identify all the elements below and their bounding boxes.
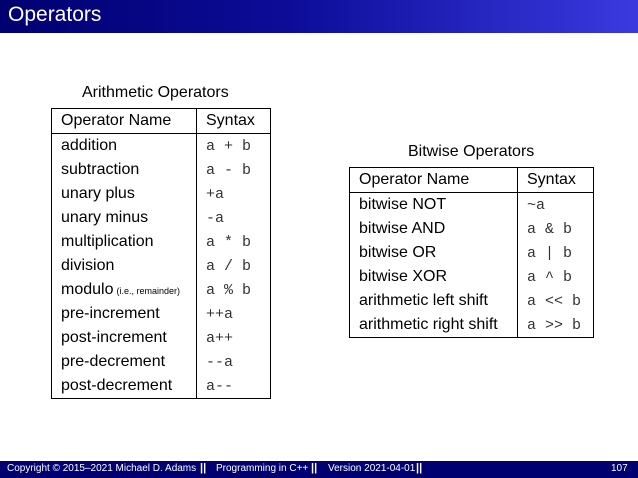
column-header-name: Operator Name xyxy=(52,109,197,134)
slide-header xyxy=(0,0,638,33)
footer-separator: || xyxy=(311,462,318,474)
table-row xyxy=(52,302,271,326)
operator-name: unary plus xyxy=(52,182,197,206)
operator-syntax: a++ xyxy=(206,329,234,347)
table-row xyxy=(52,374,271,399)
operator-name: division xyxy=(52,254,197,278)
operator-syntax: --a xyxy=(206,353,234,371)
table-row xyxy=(52,254,271,278)
operator-syntax: a | b xyxy=(527,244,573,262)
column-header-name: Operator Name xyxy=(350,168,518,193)
table-row xyxy=(350,289,594,313)
footer-course: Programming in C++ xyxy=(216,463,309,474)
footer-version: Version 2021-04-01 xyxy=(328,463,416,474)
operator-syntax: +a xyxy=(206,185,225,203)
footer-separator: || xyxy=(416,462,423,474)
operator-name: bitwise OR xyxy=(350,241,518,265)
table-row xyxy=(52,206,271,230)
slide-title: Operators xyxy=(8,3,102,26)
bitwise-caption: Bitwise Operators xyxy=(408,143,535,160)
table-row xyxy=(350,265,594,289)
table-header-row xyxy=(350,168,594,193)
bitwise-operators-table xyxy=(349,167,594,338)
table-row xyxy=(52,182,271,206)
operator-name: unary minus xyxy=(52,206,197,230)
operator-name: addition xyxy=(52,134,197,159)
operator-name: subtraction xyxy=(52,158,197,182)
operator-name-cell xyxy=(52,278,197,302)
operator-name: multiplication xyxy=(52,230,197,254)
operator-syntax: a ^ b xyxy=(527,268,573,286)
operator-note: (i.e., remainder) xyxy=(116,286,181,296)
operator-syntax: a & b xyxy=(527,220,573,238)
operator-syntax: a * b xyxy=(206,233,252,251)
operator-syntax: a << b xyxy=(527,292,582,310)
column-header-syntax: Syntax xyxy=(518,168,594,193)
table-row xyxy=(52,350,271,374)
footer-separator: || xyxy=(200,462,207,474)
operator-name: post-increment xyxy=(52,326,197,350)
footer-page-number: 107 xyxy=(611,463,628,474)
table-row xyxy=(52,158,271,182)
operator-name: bitwise AND xyxy=(350,217,518,241)
operator-name: modulo xyxy=(61,281,114,298)
operator-syntax: a - b xyxy=(206,161,252,179)
arithmetic-caption: Arithmetic Operators xyxy=(82,84,229,101)
footer-copyright: Copyright © 2015–2021 Michael D. Adams xyxy=(7,463,197,474)
operator-syntax: a / b xyxy=(206,257,252,275)
operator-name: pre-decrement xyxy=(52,350,197,374)
operator-syntax: a + b xyxy=(206,137,252,155)
operator-name: pre-increment xyxy=(52,302,197,326)
operator-syntax: ++a xyxy=(206,305,234,323)
table-row xyxy=(350,313,594,338)
column-header-syntax: Syntax xyxy=(197,109,271,134)
operator-name: arithmetic left shift xyxy=(350,289,518,313)
operator-name: arithmetic right shift xyxy=(350,313,518,338)
table-row xyxy=(350,241,594,265)
table-row xyxy=(350,217,594,241)
table-header-row xyxy=(52,109,271,134)
operator-name: bitwise NOT xyxy=(350,193,518,218)
operator-syntax: ~a xyxy=(527,196,546,214)
table-row xyxy=(350,193,594,218)
arithmetic-operators-table xyxy=(51,108,271,399)
operator-name: bitwise XOR xyxy=(350,265,518,289)
operator-name: post-decrement xyxy=(52,374,197,399)
operator-syntax: a >> b xyxy=(527,316,582,334)
table-row xyxy=(52,230,271,254)
table-row xyxy=(52,278,271,302)
operator-syntax: -a xyxy=(206,209,225,227)
operator-syntax: a % b xyxy=(206,281,252,299)
table-row xyxy=(52,134,271,159)
operator-syntax: a-- xyxy=(206,377,234,395)
table-row xyxy=(52,326,271,350)
slide-footer xyxy=(0,461,638,478)
